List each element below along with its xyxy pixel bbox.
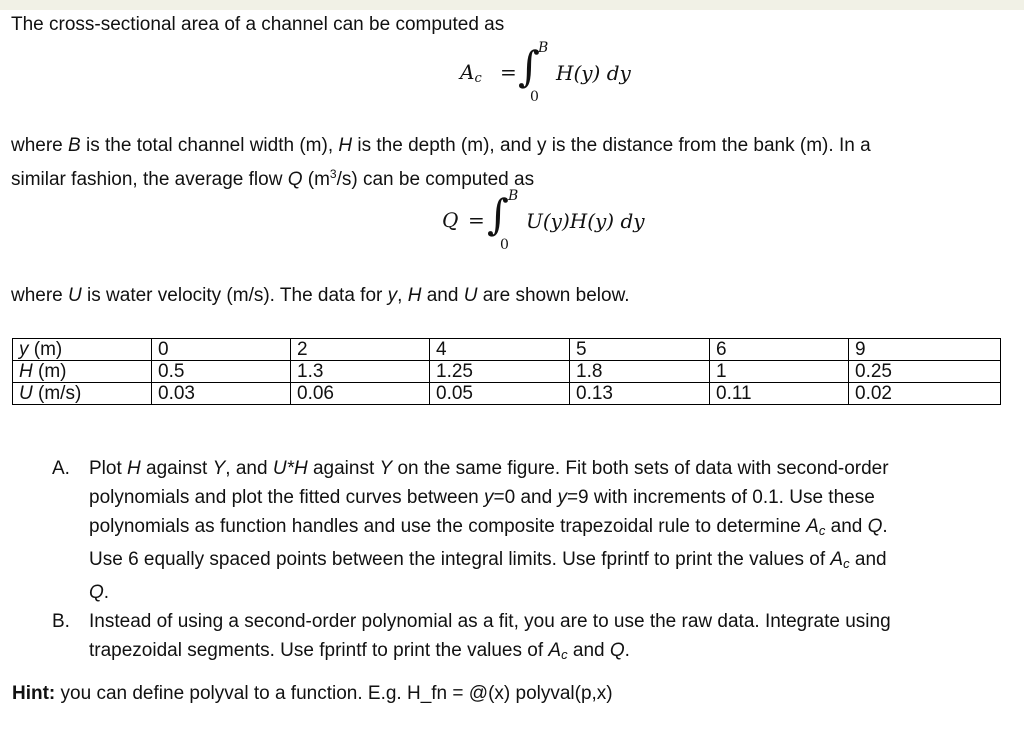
table-cell: 0.11 <box>710 383 849 405</box>
item-b-line: trapezoidal segments. Use fprintf to print the values of $A_c$ and Q. <box>89 640 630 662</box>
item-a-line: polynomials as function handles and use the composite trapezoidal rule to determine $A_c$ and Q. <box>89 516 888 538</box>
table-cell: 4 <box>430 339 570 361</box>
item-a-line: Q. <box>89 582 110 603</box>
eq2-integrand: U(y)H(y) dy <box>526 209 645 233</box>
table-cell: 1.25 <box>430 361 570 383</box>
integral-sign-icon: ∫ <box>487 190 509 239</box>
table-cell: 0.5 <box>152 361 291 383</box>
table-cell: 0 <box>152 339 291 361</box>
table-cell: 0.25 <box>849 361 1001 383</box>
table-cell: 1.8 <box>570 361 710 383</box>
hint-text: Hint: you can define polyval to a function. E.g. H_fn = @(x) polyval(p,x) <box>12 683 613 704</box>
table-cell: 6 <box>710 339 849 361</box>
table-cell: 1 <box>710 361 849 383</box>
integral-sign-icon: ∫ <box>518 42 540 91</box>
paragraph-2-line-2: similar fashion, the average flow Q $(m^3/s)$ can be computed as <box>11 167 535 190</box>
list-item-b <box>52 607 1012 669</box>
row-header: y (m) <box>13 339 152 361</box>
eq2-equals: = <box>468 208 485 232</box>
item-a-line: Use 6 equally spaced points between the integral limits. Use fprintf to print the values of $A_c$ and <box>89 549 887 571</box>
list-item-a <box>52 454 1012 607</box>
table-cell: 0.13 <box>570 383 710 405</box>
table-row <box>13 361 1001 383</box>
table-cell: 1.3 <box>291 361 430 383</box>
table-cell: 0.05 <box>430 383 570 405</box>
eq1-lhs: $A_c$ <box>460 60 482 86</box>
table-cell: 0.03 <box>152 383 291 405</box>
data-table <box>12 338 1001 405</box>
eq2-upper-limit: B <box>508 188 519 204</box>
eq1-lower-limit: 0 <box>530 89 539 105</box>
eq1-upper-limit: B <box>538 40 549 56</box>
item-a-line: polynomials and plot the fitted curves between y=0 and y=9 with increments of 0.1. Use these <box>89 487 875 508</box>
list-marker: A. <box>52 458 70 479</box>
eq2-lhs: Q <box>442 208 459 232</box>
paragraph-3: where U is water velocity (m/s). The data for y, H and U are shown below. <box>11 285 630 306</box>
row-header: U (m/s) <box>13 383 152 405</box>
task-list <box>52 454 1012 669</box>
top-strip <box>0 0 1024 10</box>
table-cell: 2 <box>291 339 430 361</box>
paragraph-2-line-1: where B is the total channel width (m), H is the depth (m), and y is the distance from the bank (m). In a <box>11 135 871 156</box>
eq1-equals: = <box>500 60 517 84</box>
table-cell: 0.06 <box>291 383 430 405</box>
table-cell: 0.02 <box>849 383 1001 405</box>
table-row <box>13 339 1001 361</box>
eq1-integrand: H(y) dy <box>556 61 631 85</box>
table-row <box>13 383 1001 405</box>
list-marker: B. <box>52 611 70 632</box>
item-a-line: Plot H against Y, and U*H against Y on the same figure. Fit both sets of data with second-order <box>89 458 889 479</box>
eq2-lower-limit: 0 <box>500 237 509 253</box>
table-cell: 5 <box>570 339 710 361</box>
item-b-line: Instead of using a second-order polynomial as a fit, you are to use the raw data. Integrate using <box>89 611 891 632</box>
table-cell: 9 <box>849 339 1001 361</box>
intro-text: The cross-sectional area of a channel can be computed as <box>11 14 505 35</box>
row-header: H (m) <box>13 361 152 383</box>
